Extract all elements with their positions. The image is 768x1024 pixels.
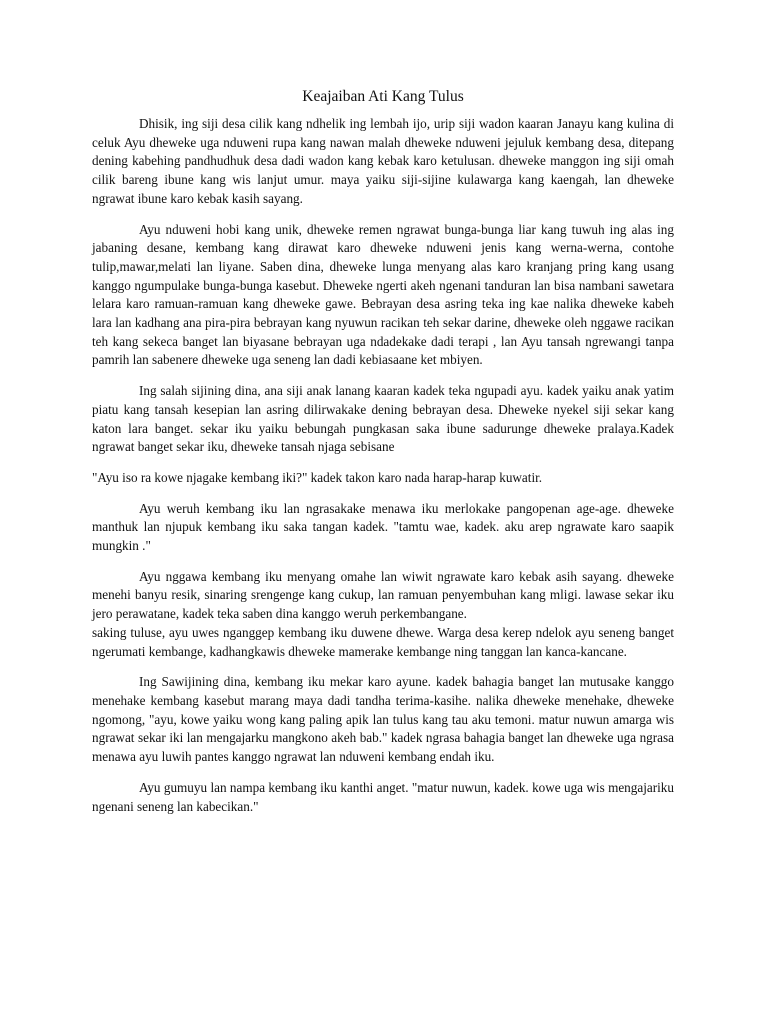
paragraph-2: Ayu nduweni hobi kang unik, dheweke remen ngrawat bunga-bunga liar kang tuwuh ing alas ing jabaning desane, kembang kang dirawat karo dheweke nduweni jenis kang werna-werna, contohe tulip,mawar,melati lan liyane. Saben dina, dheweke lunga menyang alas karo kranjang pring kang usang kanggo ngumpulake bunga-bunga kasebut. Dheweke ngerti akeh ngenani tanduran lan bisa nambani sawetara lelara karo ramuan-ramuan kang dheweke gawe. Bebrayan desa asring teka ing kae nalika dheweke kabeh lara lan kadhang ana pira-pira bebrayan kang nyuwun racikan teh sekar darine, dheweke oleh nggawe racikan teh kang sekeca banget lan biyasane bebrayan uga ndadekake dadi terapi , lan Ayu tansah ngrewangi tanpa pamrih lan sabenere dheweke uga seneng lan dadi kebiasaane ket mbiyen.	[92, 221, 674, 368]
document-page	[92, 86, 674, 828]
paragraph-7: saking tuluse, ayu uwes nganggep kembang iku duwene dhewe. Warga desa kerep ndelok ayu seneng banget ngerumati kembange, kadhangkawis dheweke mamerake kembange ning tanggan lan kanca-kancane.	[92, 624, 674, 659]
paragraph-9: Ayu gumuyu lan nampa kembang iku kanthi anget. "matur nuwun, kadek. kowe uga wis mengajariku ngenani seneng lan kabecikan."	[92, 779, 674, 814]
paragraph-6: Ayu nggawa kembang iku menyang omahe lan wiwit ngrawate karo kebak asih sayang. dheweke menehi banyu resik, sinaring srengenge kang cukup, lan ramuan penyembuhan kang mligi. lawase sekar iku jero perawatane, kadek teka saben dina kanggo weruh perkembangane.	[92, 568, 674, 622]
paragraph-3: Ing salah sijining dina, ana siji anak lanang kaaran kadek teka ngupadi ayu. kadek yaiku anak yatim piatu kang tansah kesepian lan asring dilirwakake dening bebrayan desa. Dheweke nyekel siji sekar kang katon lara banget. sekar iku yaiku bebungah pungkasan saka ibune sadurunge dheweke pralaya.Kadek ngrawat banget sekar iku, dheweke tansah njaga sebisane	[92, 383, 674, 455]
paragraph-5: Ayu weruh kembang iku lan ngrasakake menawa iku merlokake pangopenan age-age. dheweke manthuk lan njupuk kembang iku saka tangan kadek. "tamtu wae, kadek. aku arep ngrawate karo saapik mungkin ."	[92, 500, 674, 554]
paragraph-8: Ing Sawijining dina, kembang iku mekar karo ayune. kadek bahagia banget lan mutusake kanggo menehake kembang kasebut marang maya dadi tandha terima-kasihe. nalika dheweke menehake, dheweke ngomong, "ayu, kowe yaiku wong kang paling apik lan tulus kang tau aku temoni. matur nuwun amarga wis ngrawat sekar iki lan mengajarku mangkono akeh bab." kadek ngrasa bahagia banget lan dheweke uga ngrasa menawa ayu luwih pantes kanggo ngrawat lan nduweni kembang endah iku.	[92, 674, 674, 765]
document-title: Keajaiban Ati Kang Tulus	[302, 88, 464, 105]
paragraph-dialogue: "Ayu iso ra kowe njagake kembang iki?" kadek takon karo nada harap-harap kuwatir.	[92, 469, 543, 485]
paragraph-1: Dhisik, ing siji desa cilik kang ndhelik ing lembah ijo, urip siji wadon kaaran Janayu kang kulina di celuk Ayu dheweke uga nduweni rupa kang nawan malah dheweke nduweni jejuluk kembang desa, ditepang dening kabehing pandhudhuk desa dadi wadon kang kebak karo ketulusan. dheweke manggon ing siji omah cilik bareng ibune kang wis lanjut umur. maya yaiku siji-sijine kulawarga kang kaengah, lan dheweke ngrawat ibune karo kebak kasih sayang.	[92, 116, 674, 206]
